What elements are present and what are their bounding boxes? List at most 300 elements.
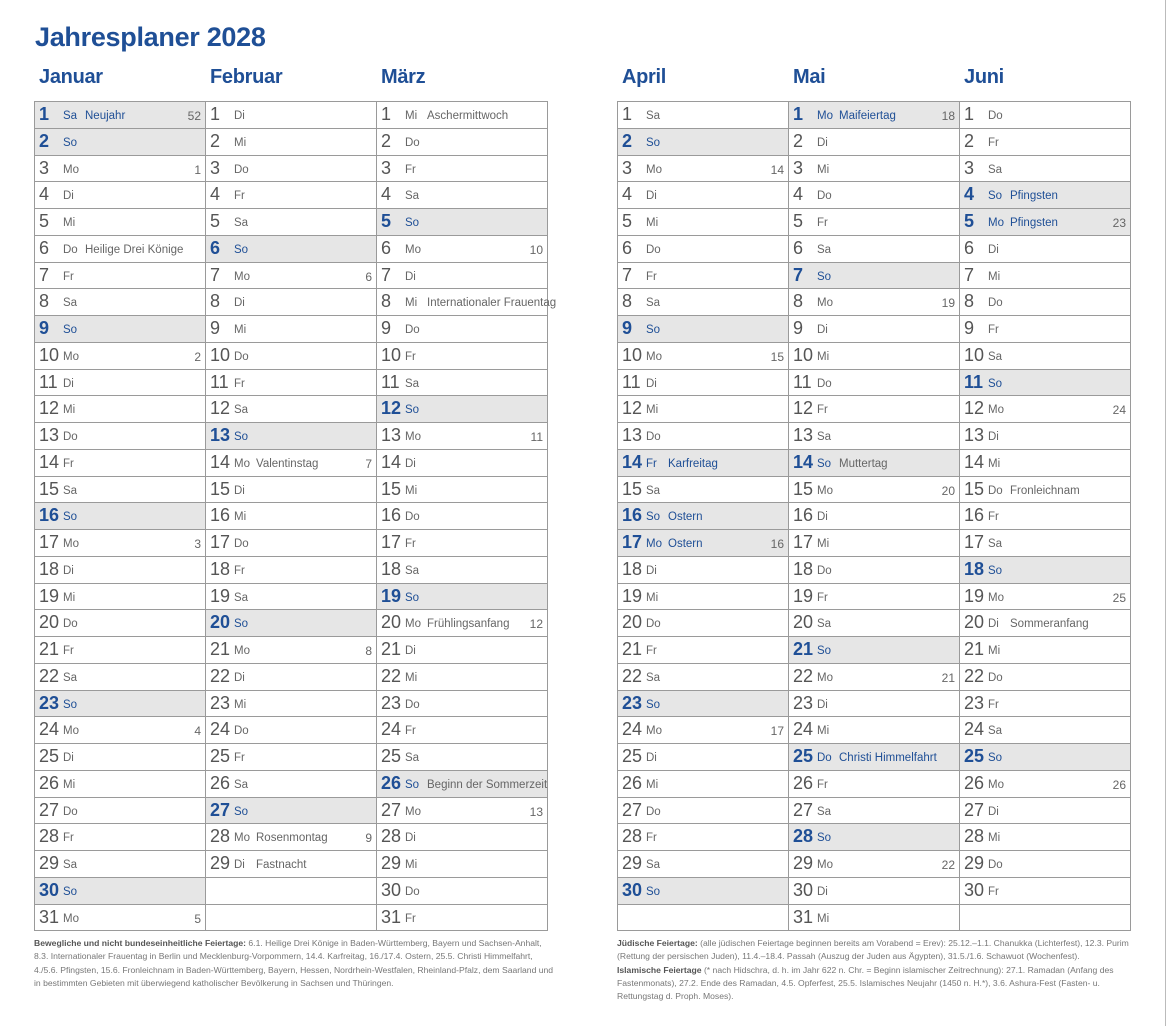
weekday: So [646,324,661,336]
weekday: Do [988,671,1003,684]
day-number: 6 [964,237,975,258]
holiday-label: Pfingsten [1010,217,1058,229]
weekday: Fr [234,564,245,577]
weekday: Mo [646,350,662,363]
weekday: Fr [405,163,416,176]
day-row [206,717,377,744]
day-number: 10 [622,344,643,365]
weekday: Mi [646,217,659,229]
day-number: 24 [39,719,60,740]
day-number: 20 [793,612,814,633]
day-row [960,637,1131,664]
weekday: Mi [405,859,418,871]
weekday: Sa [646,297,661,310]
day-row [206,396,377,423]
weekday: Mi [405,297,418,310]
day-number: 23 [381,692,402,713]
day-row [377,396,548,423]
day-row [960,744,1131,771]
weekday: So [234,805,249,818]
day-row [618,637,789,664]
day-number: 3 [964,157,975,178]
day-row [206,450,377,477]
week-number: 23 [1112,216,1126,230]
footnote-left-text: 6.1. Heilige Drei Könige in Baden-Württemberg, Bayern und Sachsen-Anhalt, 8.3. Internationaler Frauentag in Berlin und Mecklenburg-Vorpommern, 14.4. Karfreitag, 16./17.4. Ostern, 25.5. Christi Himmelfahrt, 4./5.6. Pfingsten, 15.6. Fronleichnam in Baden-Württemberg, Bayern, Hessen, Nordrhein-Westfalen, Rheinland-Pfalz, dem Saarland und in bestimmten Gebieten mit überwiegend katholischer Bevölkerung in Sachsen und Thüringen. [34,938,554,988]
day-row [789,343,960,370]
day-row [377,156,548,183]
day-row [377,289,557,316]
day-number: 18 [210,558,231,579]
day-row [960,664,1131,691]
day-row [35,477,206,504]
day-number: 25 [381,746,402,766]
day-number: 9 [39,318,50,338]
day-number: 27 [381,799,402,820]
day-number: 9 [622,318,633,338]
day-number: 25 [622,746,643,766]
weekday: Do [405,885,420,898]
day-row [35,798,206,825]
weekday: Do [405,136,420,149]
weekday: Do [988,859,1003,871]
weekday: Mo [234,457,250,470]
day-row [206,503,377,530]
weekday: Fr [817,778,828,791]
day-row [377,343,548,370]
day-number: 11 [964,371,984,392]
day-row [789,905,960,932]
weekday: So [988,752,1003,764]
weekday: Fr [234,377,245,390]
day-number: 19 [210,585,231,606]
day-row [789,584,960,611]
weekday: Di [405,457,416,470]
weekday: Mo [817,859,833,871]
weekday: Do [63,805,78,818]
day-number: 1 [622,104,633,124]
month-grid [376,101,557,931]
day-number: 20 [381,612,402,633]
day-row [206,557,377,584]
day-row [206,691,377,718]
day-number: 6 [381,237,392,258]
day-row [789,423,960,450]
weekday: Do [646,431,661,443]
weekday: Mi [234,511,247,524]
day-row [377,557,548,584]
weekday: Do [817,377,832,390]
day-row [960,771,1131,798]
month-name: April [622,66,667,88]
day-row [960,236,1131,263]
day-row [377,691,548,718]
day-number: 29 [793,853,814,873]
day-number: 24 [793,719,814,740]
day-number: 12 [622,398,643,419]
weekday: Sa [988,350,1003,363]
weekday: Di [817,324,828,336]
day-number: 9 [793,318,804,338]
day-row [377,610,548,637]
day-number: 27 [39,799,60,820]
day-number: 4 [964,184,975,205]
weekday: Di [234,297,245,310]
day-row [618,557,789,584]
day-row [618,370,789,397]
weekday: Do [646,243,661,256]
holiday-label: Fastnacht [256,859,307,871]
day-number: 26 [381,772,402,793]
day-row [35,209,206,236]
day-row [789,102,960,129]
weekday: So [405,217,420,229]
weekday: Mi [405,484,418,497]
month-grid [788,101,960,931]
week-number: 25 [1112,590,1126,605]
day-row [789,263,960,290]
day-row [618,530,789,557]
day-number: 2 [210,130,221,151]
weekday: Di [63,190,74,203]
day-row [35,182,206,209]
day-row [618,289,789,316]
day-row [377,477,548,504]
day-number: 27 [964,799,985,820]
week-number: 3 [194,537,201,551]
weekday: Mo [234,645,250,657]
day-row [960,316,1131,343]
day-number: 24 [622,719,643,740]
weekday: So [234,618,249,631]
weekday: Di [646,752,657,764]
weekday: Sa [646,859,661,871]
day-number: 21 [39,639,60,659]
day-row [206,824,377,851]
day-number: 22 [622,665,643,686]
day-row [35,129,206,156]
day-row [35,316,206,343]
day-number: 28 [381,826,402,847]
weekday: Mi [63,404,76,417]
holiday-label: Christi Himmelfahrt [839,752,937,764]
day-row [789,370,960,397]
day-number: 25 [793,746,814,766]
day-row [35,851,206,878]
day-number: 22 [39,665,60,686]
weekday: Fr [988,885,999,898]
weekday: Mo [234,270,250,283]
day-row [618,209,789,236]
day-row [377,129,548,156]
weekday: So [646,136,661,149]
holiday-label: Muttertag [839,457,888,470]
holiday-label: Internationaler Frauentag [427,297,557,310]
day-row [377,584,548,611]
day-number: 27 [210,799,231,820]
day-row [206,102,377,129]
day-row [789,878,960,905]
day-number: 20 [622,612,643,633]
weekday: Mo [405,431,421,443]
day-row [35,102,206,129]
day-number: 8 [622,291,633,312]
day-number: 8 [793,291,804,312]
day-row [35,289,206,316]
day-row [206,637,377,664]
weekday: So [817,270,832,283]
day-row [35,557,206,584]
weekday: Di [63,564,74,577]
day-row [377,664,548,691]
day-number: 17 [381,532,402,552]
day-number: 30 [622,879,643,900]
day-number: 20 [39,612,60,633]
day-number: 14 [381,451,402,472]
weekday: Mo [405,805,421,818]
day-row [960,102,1131,129]
weekday: Mo [234,832,250,845]
weekday: Di [988,431,999,443]
day-row [377,530,548,557]
weekday: Sa [988,163,1003,176]
day-number: 18 [622,558,643,579]
weekday: Sa [817,431,832,443]
day-row [206,664,377,691]
day-number: 12 [381,398,402,419]
day-number: 5 [381,211,392,231]
day-number: 20 [210,612,231,633]
weekday: Di [646,377,657,390]
day-number: 21 [793,639,814,659]
day-row [618,316,789,343]
day-number: 11 [793,371,812,392]
day-number: 11 [622,371,641,392]
day-number: 19 [381,585,402,606]
weekday: Sa [234,217,249,229]
weekday: So [234,243,249,256]
weekday: Fr [817,591,828,604]
day-number: 5 [964,211,975,231]
weekday: Mi [988,457,1001,470]
day-number: 14 [39,451,60,472]
weekday: Mi [988,645,1001,657]
day-row [35,236,206,263]
holiday-label: Sommeranfang [1010,618,1089,631]
day-row [35,610,206,637]
weekday: Mi [234,136,247,149]
weekday: Do [817,564,832,577]
day-row [35,530,206,557]
footnote-left-label: Bewegliche und nicht bundeseinheitliche Feiertage: [34,938,247,948]
weekday: So [63,698,78,711]
day-row [377,905,548,932]
weekday: Mo [817,484,833,497]
day-number: 18 [964,558,985,579]
day-number: 17 [210,532,231,552]
day-number: 16 [210,505,231,526]
day-number: 29 [39,853,60,873]
day-number: 1 [964,104,975,124]
weekday: Mo [988,778,1004,791]
day-number: 8 [210,291,221,312]
weekday: Mo [988,591,1004,604]
week-number: 2 [194,349,201,364]
weekday: Do [817,190,832,203]
day-number: 14 [622,451,643,472]
day-number: 11 [381,371,400,392]
day-row [618,129,789,156]
day-row [377,263,548,290]
day-row [789,530,960,557]
weekday: So [817,457,832,470]
week-number: 21 [941,670,955,685]
day-number: 15 [210,478,231,499]
month-name: Februar [210,66,283,88]
weekday: Sa [405,564,420,577]
day-row [377,236,548,263]
day-row [206,423,377,450]
day-number: 28 [793,826,814,847]
day-row [377,637,548,664]
day-row [789,691,960,718]
day-row [618,824,789,851]
weekday: Fr [234,752,245,764]
weekday: Di [405,270,416,283]
day-row [35,824,206,851]
weekday: Do [234,350,249,363]
day-row [960,477,1131,504]
day-number: 18 [39,558,60,579]
day-row [618,717,789,744]
weekday: So [63,324,78,336]
week-number: 22 [941,858,955,872]
day-row [789,450,960,477]
day-number: 2 [622,130,633,151]
week-number: 52 [187,109,201,123]
day-row [35,370,206,397]
weekday: Sa [817,805,832,818]
weekday: Di [646,564,657,577]
day-row [35,156,206,183]
day-row [35,343,206,370]
weekday: Sa [988,725,1003,738]
day-row [789,851,960,878]
day-number: 21 [964,639,985,659]
weekday: Sa [63,297,78,310]
day-number: 7 [39,264,50,285]
holiday-label: Beginn der Sommerzeit [427,778,548,791]
day-row [206,878,377,905]
week-number: 26 [1112,777,1126,792]
weekday: Di [817,698,828,711]
day-number: 31 [381,906,402,927]
day-number: 21 [381,639,402,659]
weekday: Di [988,805,999,818]
weekday: Mi [646,778,659,791]
weekday: Mo [817,671,833,684]
weekday: So [646,511,661,524]
day-number: 12 [210,398,231,419]
weekday: Mo [646,163,662,176]
day-number: 30 [793,879,814,900]
day-number: 22 [793,665,814,686]
weekday: Mo [988,217,1004,229]
day-row [789,156,960,183]
weekday: Mo [817,297,833,310]
weekday: Fr [405,350,416,363]
day-number: 28 [622,826,643,847]
day-number: 3 [793,157,804,178]
day-row [206,289,377,316]
weekday: Mi [817,350,830,363]
weekday: Fr [646,832,657,845]
weekday: Mi [234,698,247,711]
weekday: Do [988,297,1003,310]
day-number: 10 [793,344,814,365]
day-row [618,102,789,129]
weekday: Sa [63,484,78,497]
footnote-islamic-label: Islamische Feiertage [617,964,702,975]
day-number: 18 [381,558,402,579]
day-number: 15 [381,478,402,499]
day-row [960,610,1131,637]
weekday: Sa [817,243,832,256]
weekday: Do [63,618,78,631]
day-row [206,236,377,263]
day-number: 19 [964,585,985,606]
day-row [35,503,206,530]
weekday: Do [646,618,661,631]
weekday: Sa [405,190,420,203]
day-row [789,744,960,771]
day-number: 9 [964,318,975,338]
day-number: 2 [39,130,50,151]
day-number: 15 [622,478,643,499]
day-row [35,396,206,423]
weekday: Mi [817,163,830,176]
day-row [377,744,548,771]
day-number: 19 [793,585,814,606]
weekday: Fr [988,698,999,711]
day-number: 4 [381,184,392,205]
weekday: Di [988,618,999,631]
day-row [35,771,206,798]
day-row [206,156,377,183]
weekday: Do [234,725,249,738]
footnote-left [34,937,554,990]
weekday: So [405,591,420,604]
day-row [206,744,377,771]
day-number: 8 [39,291,50,312]
day-row [35,423,206,450]
weekday: Fr [405,538,416,550]
day-number: 26 [964,772,985,793]
weekday: Di [234,484,245,497]
day-row [35,664,206,691]
month-grid [34,101,206,931]
day-number: 1 [793,104,804,124]
day-row [960,182,1131,209]
holiday-label: Fronleichnam [1010,484,1080,497]
day-number: 10 [39,344,60,365]
day-number: 15 [964,478,985,499]
day-row [789,182,960,209]
day-number: 6 [210,237,221,258]
day-number: 3 [210,157,221,178]
day-row [35,878,206,905]
day-row [618,236,789,263]
day-number: 10 [210,344,231,365]
